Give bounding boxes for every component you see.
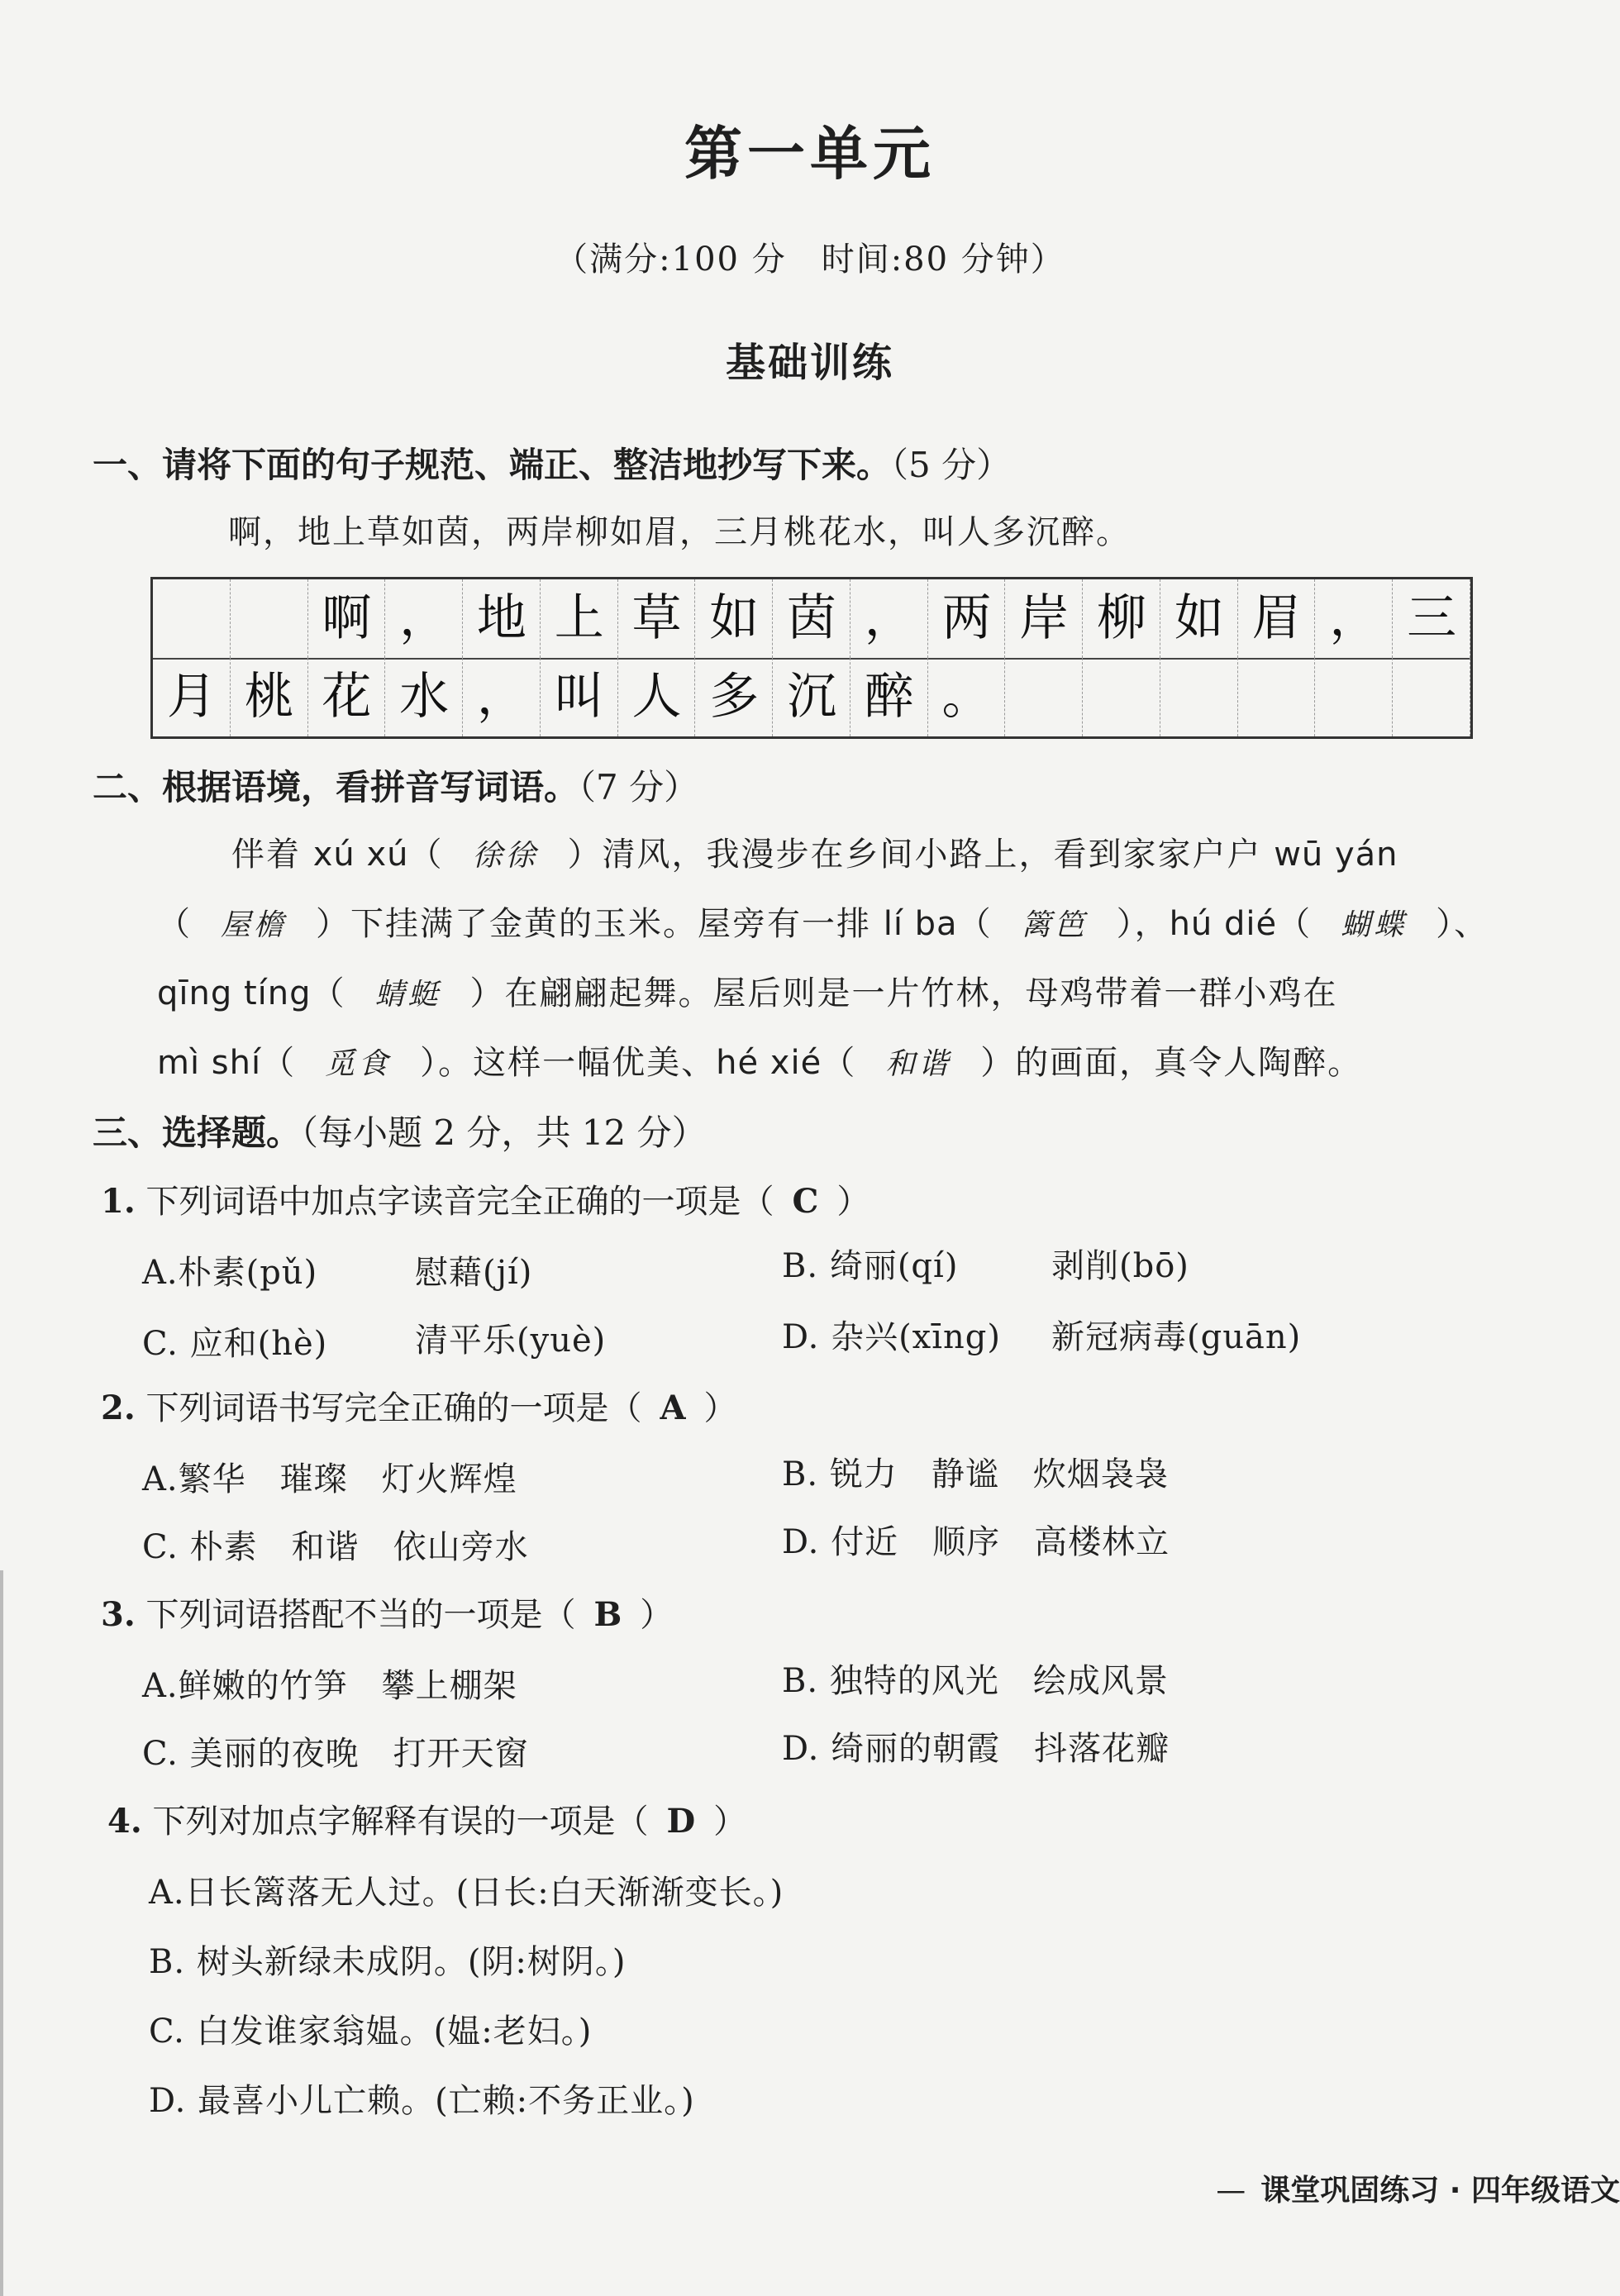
question-number: 1. bbox=[101, 1182, 136, 1221]
grid-character: 草 bbox=[631, 589, 682, 647]
grid-character: ， bbox=[864, 589, 914, 647]
grid-character: 人 bbox=[631, 668, 682, 726]
answer-handwriting: 屋檐 bbox=[220, 908, 287, 942]
q1-option-b2: 剥削(bō) bbox=[1051, 1247, 1189, 1285]
grid-character: ， bbox=[1329, 589, 1379, 647]
grid-cell bbox=[1315, 658, 1393, 736]
pinyin: mì shí bbox=[157, 1044, 262, 1082]
grid-character: 。 bbox=[941, 668, 992, 726]
copy-sentence: 啊，地上草如茵，两岸柳如眉，三月桃花水，叫人多沉醉。 bbox=[228, 513, 1131, 551]
q3-option-c: C. 美丽的夜晚 打开天窗 bbox=[142, 1735, 529, 1773]
section-1-heading bbox=[93, 438, 1011, 488]
grid-character: ， bbox=[476, 668, 526, 726]
grid-character: 啊 bbox=[322, 589, 372, 647]
q3-option-b: B. 独特的风光 绘成风景 bbox=[782, 1662, 1169, 1700]
passage-line-1: 伴着 xú xú（ 徐徐 ）清风，我漫步在乡间小路上，看到家家户户 wū yán bbox=[231, 828, 1398, 875]
pinyin: qīng tíng bbox=[157, 974, 312, 1012]
answer-handwriting: 篱笆 bbox=[1021, 908, 1088, 942]
page-edge bbox=[0, 1570, 3, 2296]
q1-option-d2: 新冠病毒(guān) bbox=[1051, 1318, 1302, 1356]
grid-character: 柳 bbox=[1097, 589, 1147, 647]
grid-cell bbox=[153, 579, 231, 658]
passage-text: 在翩翩起舞。屋后则是一片竹林，母鸡带着一群小鸡在 bbox=[504, 974, 1338, 1012]
pinyin: xú xú bbox=[312, 836, 409, 874]
grid-character: 多 bbox=[709, 668, 760, 726]
pinyin: hé xié bbox=[716, 1044, 822, 1082]
answer-mark: A bbox=[660, 1389, 686, 1427]
question-bracket: ） bbox=[713, 1803, 747, 1841]
grid-character: 眉 bbox=[1251, 589, 1302, 647]
question-3 bbox=[101, 1589, 673, 1636]
grid-character: 地 bbox=[476, 589, 526, 647]
grid-cell bbox=[1393, 658, 1470, 736]
q4-option-b: B. 树头新绿未成阴。(阴:树阴。) bbox=[149, 1943, 627, 1981]
section-3-heading bbox=[93, 1106, 707, 1155]
passage-line-4: mì shí（ 觅食 ）。这样一幅优美、hé xié（ 和谐 ）的画面，真令人陶醉。 bbox=[157, 1036, 1362, 1084]
q1-option-a1: A.朴素(pǔ) bbox=[142, 1254, 318, 1292]
passage-text: 的画面，真令人陶醉。 bbox=[1015, 1044, 1363, 1082]
grid-cell bbox=[231, 579, 308, 658]
q1-option-d1: D. 杂兴(xīng) bbox=[782, 1318, 1002, 1356]
grid-character: 茵 bbox=[786, 589, 836, 647]
passage-text: 下挂满了金黄的玉米。屋旁有一排 bbox=[350, 905, 884, 943]
grid-character: 上 bbox=[554, 589, 604, 647]
grid-cell bbox=[1160, 658, 1238, 736]
grid-character: 两 bbox=[941, 589, 992, 647]
q4-option-a: A.日长篱落无人过。(日长:白天渐渐变长。) bbox=[149, 1874, 784, 1912]
page-title: 第一单元 bbox=[684, 119, 936, 188]
section-2-heading bbox=[93, 760, 698, 810]
grid-character: 叫 bbox=[554, 668, 604, 726]
pinyin: wū yán bbox=[1274, 836, 1398, 874]
pinyin: hú dié bbox=[1169, 905, 1278, 943]
footer-dash: — bbox=[1216, 2174, 1246, 2208]
q2-option-a: A.繁华 璀璨 灯火辉煌 bbox=[142, 1460, 517, 1498]
question-text: 下列对加点字解释有误的一项是（ bbox=[152, 1803, 649, 1841]
grid-character: 醉 bbox=[864, 668, 914, 726]
q1-option-b1: B. 绮丽(qí) bbox=[782, 1247, 959, 1285]
q1-option-c2: 清平乐(yuè) bbox=[415, 1322, 607, 1360]
answer-handwriting: 和谐 bbox=[885, 1047, 952, 1081]
grid-character: 花 bbox=[322, 668, 372, 726]
answer-mark: D bbox=[666, 1802, 696, 1841]
grid-character: 如 bbox=[1174, 589, 1224, 647]
question-4 bbox=[107, 1795, 746, 1842]
grid-cell bbox=[1083, 658, 1160, 736]
question-bracket: ） bbox=[640, 1596, 674, 1634]
question-text: 下列词语书写完全正确的一项是（ bbox=[145, 1389, 642, 1427]
question-number: 2. bbox=[101, 1389, 136, 1427]
grid-character: 桃 bbox=[244, 668, 294, 726]
passage-text: 伴着 bbox=[231, 836, 313, 874]
passage-text: 。这样一幅优美、 bbox=[438, 1044, 717, 1082]
answer-handwriting: 觅食 bbox=[325, 1047, 392, 1081]
grid-character: 月 bbox=[166, 668, 217, 726]
section-2-title: 二、根据语境，看拼音写词语。 bbox=[93, 767, 579, 807]
pinyin: lí ba bbox=[883, 905, 958, 943]
question-bracket: ） bbox=[703, 1389, 737, 1427]
grid-character: 水 bbox=[399, 668, 450, 726]
q3-option-d: D. 绮丽的朝霞 抖落花瓣 bbox=[782, 1730, 1170, 1768]
answer-handwriting: 徐徐 bbox=[472, 839, 539, 873]
question-2 bbox=[101, 1382, 737, 1429]
question-text: 下列词语中加点字读音完全正确的一项是（ bbox=[145, 1183, 774, 1221]
exam-meta: （满分:100 分 时间:80 分钟） bbox=[555, 241, 1065, 279]
q2-option-b: B. 锐力 静谧 炊烟袅袅 bbox=[782, 1455, 1169, 1493]
grid-character: 岸 bbox=[1019, 589, 1070, 647]
footer-text: 课堂巩固练习 · 四年级语文 bbox=[1260, 2174, 1620, 2208]
grid-character: 如 bbox=[709, 589, 760, 647]
answer-mark: B bbox=[593, 1595, 622, 1634]
passage-text: 清风，我漫步在乡间小路上，看到家家户户 bbox=[602, 836, 1275, 874]
answer-handwriting: 蝴蝶 bbox=[1341, 908, 1408, 942]
section-subtitle: 基础训练 bbox=[725, 340, 894, 386]
question-1 bbox=[101, 1175, 870, 1222]
q4-option-d: D. 最喜小儿亡赖。(亡赖:不务正业。) bbox=[149, 2082, 695, 2120]
question-number: 4. bbox=[107, 1802, 142, 1841]
passage-text: 、 bbox=[1454, 905, 1489, 943]
question-number: 3. bbox=[101, 1595, 136, 1634]
passage-text: ， bbox=[1134, 905, 1170, 943]
grid-character: ， bbox=[399, 589, 450, 647]
footer bbox=[1216, 2167, 1620, 2209]
answer-handwriting: 蜻蜓 bbox=[374, 978, 441, 1012]
q3-option-a: A.鲜嫩的竹笋 攀上棚架 bbox=[142, 1667, 517, 1705]
section-1-title: 一、请将下面的句子规范、端正、整洁地抄写下来。 bbox=[93, 445, 892, 485]
q2-option-d: D. 付近 顺序 高楼林立 bbox=[782, 1523, 1170, 1561]
q1-option-c1: C. 应和(hè) bbox=[142, 1325, 328, 1363]
section-1-score: （5 分） bbox=[891, 445, 1012, 485]
q2-option-c: C. 朴素 和谐 依山旁水 bbox=[142, 1528, 529, 1566]
section-3-title: 三、选择题。 bbox=[93, 1112, 302, 1153]
question-bracket: ） bbox=[836, 1183, 870, 1221]
grid-character: 沉 bbox=[786, 668, 836, 726]
question-text: 下列词语搭配不当的一项是（ bbox=[145, 1596, 576, 1634]
passage-line-2: （ 屋檐 ）下挂满了金黄的玉米。屋旁有一排 lí ba（ 篱笆 ），hú dié（ 蝴蝶 ）、 bbox=[157, 898, 1489, 945]
section-2-score: （7 分） bbox=[579, 767, 699, 807]
grid-cell bbox=[1005, 658, 1083, 736]
answer-mark: C bbox=[792, 1182, 819, 1221]
q1-option-a2: 慰藉(jí) bbox=[415, 1254, 533, 1292]
grid-character: 三 bbox=[1407, 589, 1457, 647]
grid-cell bbox=[1238, 658, 1316, 736]
section-3-score: （每小题 2 分，共 12 分） bbox=[301, 1112, 707, 1153]
writing-grid bbox=[150, 577, 1473, 739]
q4-option-c: C. 白发谁家翁媪。(媪:老妇。) bbox=[149, 2013, 593, 2051]
passage-line-3: qīng tíng（ 蜻蜓 ）在翩翩起舞。屋后则是一片竹林，母鸡带着一群小鸡在 bbox=[157, 967, 1338, 1014]
